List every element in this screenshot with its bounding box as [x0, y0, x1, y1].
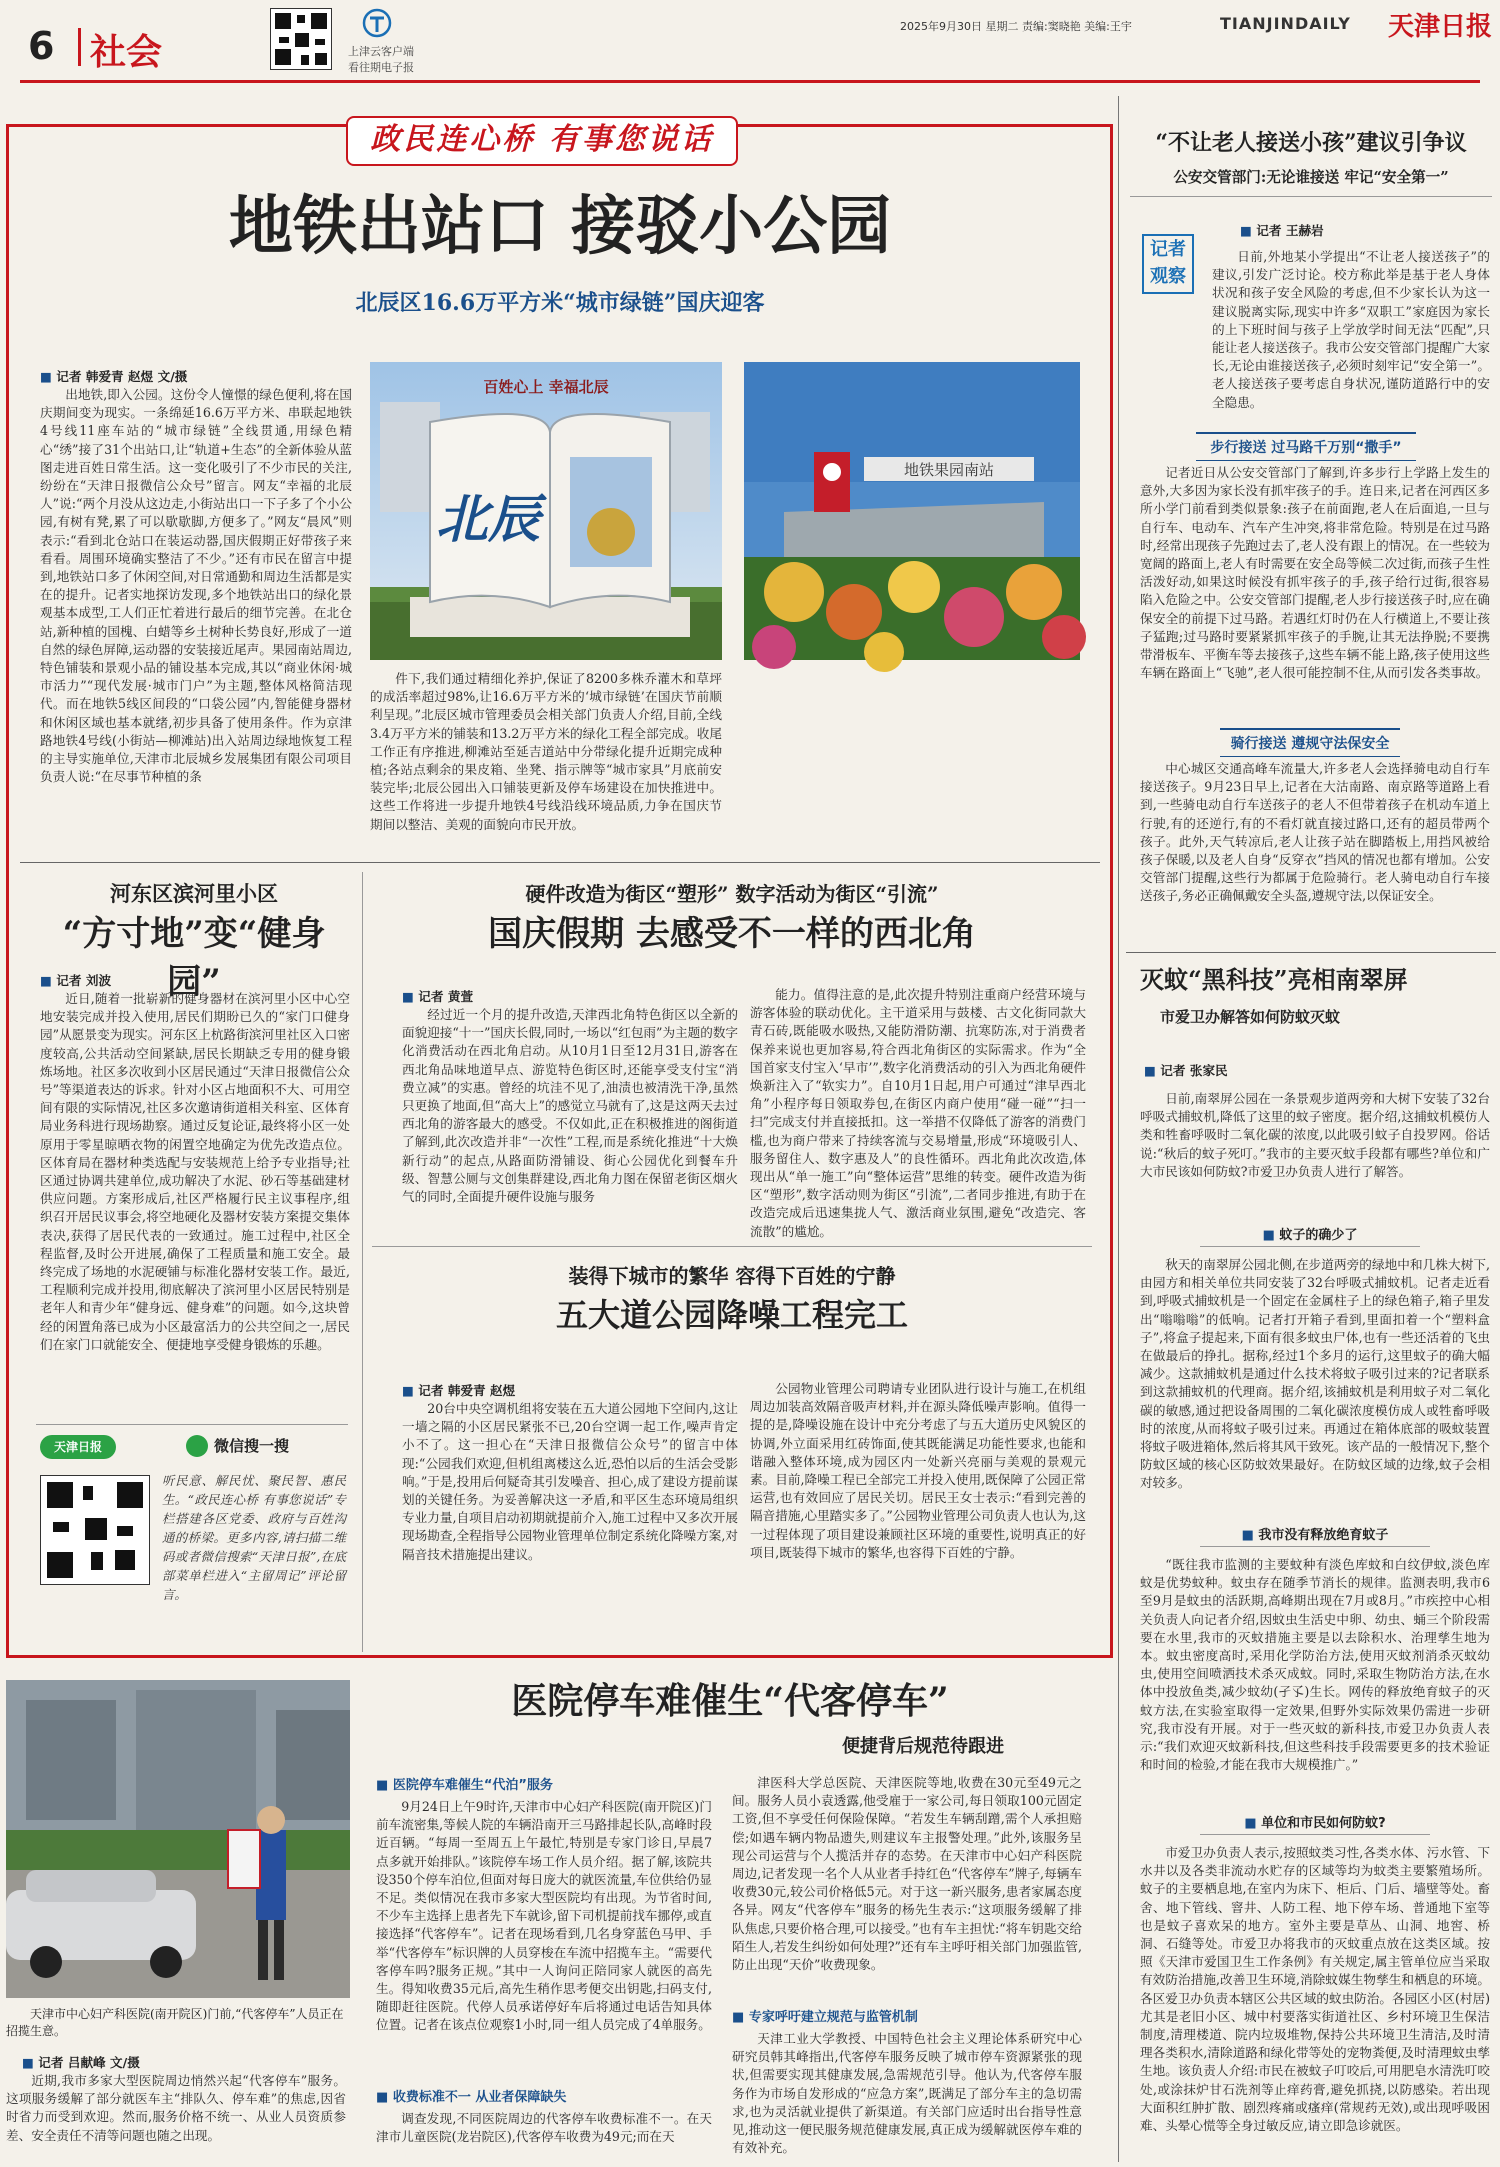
- app-promo-line2: 看往期电子报: [348, 61, 414, 74]
- brand-logo: 天津日报: [1388, 12, 1493, 42]
- divider: [1118, 96, 1119, 2162]
- hospital-body-col2: 9月24日上午9时许,天津市中心妇产科医院(南开院区)门前车流密集,等候人院的车辆沿南开三马路排起长队,高峰时段近百辆。“每周一至周五上午最忙,特别是专家门诊日,早晨7点多就开始排队。”该院停车场工作人员介绍。据了解,该院共设350个停车泊位,但面对每日庞大的就医流量,车位供给仍显不足。类似情况在我市多家大型医院均有出现。为节省时间,不少车主选择上患者先下车就诊,留下司机提前找车挪停,或直接选择“代客停车”。记者在现场看到,几名身穿蓝色马甲、手举“代客停车”标识牌的人员穿梭在车流中招揽车主。“需要代客停车吗?服务正规。”其中一人询问正陪同家人就医的高先生。得知收费35元后,高先生稍作思考便交出钥匙,扫码支付,随即赶往医院。代停人员承诺停好车后将通过电话告知具体位置。记者在该点位观察1小时,同一组人员完成了4单服务。: [376, 1799, 712, 2033]
- divider: [372, 1246, 1092, 1247]
- brand-english: TIANJINDAILY: [1220, 14, 1351, 33]
- lead-subhead: 北辰区16.6万平方米“城市绿链”国庆迎客: [355, 290, 765, 316]
- wechat-search-icon: [186, 1435, 208, 1457]
- sidebar-headline: “不让老人接送小孩”建议引争议: [1155, 130, 1467, 156]
- mosquito-subhead-2: ■ 我市没有释放绝育蚊子: [1200, 1524, 1430, 1547]
- lead-body-col1: 出地铁,即入公园。这份令人憧憬的绿色便利,将在国庆期间变为现实。一条绵延16.6万平方米、串联起地铁4号线11座车站的“城市绿链”全线贯通,用绿色精心“绣”接了31个出站口,让“轨道+生态”的全新体验从蓝图走进百姓日常生活。这一变化吸引了不少市民的关注,纷纷在“天津日报微信公众号”留言。网友“幸福的北辰人”说:“两个月没从这边走,小街站出口一下子多了个小公园,有树有凳,累了可以歇歇脚,方便多了。”网友“晨风”则表示:“看到北仓站口在装运动器,国庆假期正好带孩子来看看。周围环境确实整洁了不少。”还有市民在留言中提到,地铁站口多了休闲空间,对日常通勤和周边生活都是实在的提升。记者实地探访发现,多个地铁站出口的绿化景观基本成型,工人们正忙着进行最后的细节完善。在北仓站,新种植的国槐、白蜡等乡土树种长势良好,形成了一道自然的绿色屏障,运动器的安装接近尾声。果园南站周边,特色铺装和景观小品的铺设基本完成,其以“商业休闲·城市活力”“现代发展·城市门户”为主题,整体风格简洁现代。而在地铁5线区间段的“口袋公园”内,智能健身器材和休闲区域也基本就绪,初步具备了使用条件。作为京津路地铁4号线(小街站—柳滩站)出入站周边绿地恢复工程的主导实施单位,天津市北辰城乡发展集团有限公司项目负责人说:“在尽事节种植的条: [40, 387, 352, 785]
- hospital-headline: 医院停车难催生“代客停车”: [511, 1680, 949, 1722]
- mosquito-subhead-3: ■ 单位和市民如何防蚊?: [1200, 1812, 1430, 1835]
- hospital-photo: [6, 1680, 350, 1998]
- mosquito-body-1: 秋天的南翠屏公园北侧,在步道两旁的绿地中和几株大树下,由园方和相关单位共同安装了32台呼吸式捕蚊机。记者走近看到,呼吸式捕蚊机是一个固定在金属柱子上的绿色箱子,箱子里发出“嗡嗡嗡”的低响。记者打开箱子看到,里面扣着一个“塑料盒子”,将盒子提起来,下面有很多蚊虫尸体,也有一些还活着的飞虫在做最后的挣扎。据称,经过1个多月的运行,这里蚊子的确大幅减少。这款捕蚊机是通过什么技术将蚊子吸引过来的?记者联系到这款捕蚊机的代理商。据介绍,该捕蚊机是利用蚊子对二氧化碳的敏感,通过把设备周围的二氧化碳浓度模仿成人或牲畜呼吸时的浓度,从而将蚊子吸引过来。再通过在箱体底部的吸蚊装置将蚊子吸进箱体,然后将其风干致死。该产品的一般情况下,整个防蚊区域的核心区防蚊效果最好。在防蚊区域的边缘,蚊子会相对较多。: [1140, 1257, 1490, 1491]
- masthead-divider: [78, 28, 81, 66]
- masthead-rule: [20, 80, 1480, 83]
- hospital-subhead-3: ■ 专家呼吁建立规范与监管机制: [732, 2006, 1072, 2028]
- wuda-kicker: 装得下城市的繁华 容得下百姓的宁静: [568, 1264, 896, 1288]
- app-promo-line1: 上津云客户端: [348, 45, 414, 58]
- hospital-body-col3: 津医科大学总医院、天津医院等地,收费在30元至49元之间。服务人员小袁透露,他受雇于一家公司,每日领取100元固定工资,但不享受任何保险保障。“若发生车辆刮蹭,需个人承担赔偿;如遇车辆内物品遗失,则建议车主报警处理。”此外,该服务呈现公司运营与个人揽活并存的态势。在天津市中心妇产科医院周边,记者发现一名个人从业者手持红色“代客停车”牌子,每辆车收费30元,较公司价格低5元。对于这一新兴服务,患者家属态度各异。网友“代客停车”服务的杨先生表示:“这项服务缓解了排队焦虑,只要价格合理,可以接受。”也有车主担忧:“将车钥匙交给陌生人,若发生纠纷如何处理?”还有车主呼吁相关部门加强监管,防止出现“天价”收费现象。: [732, 1775, 1082, 1973]
- wechat-search-label: 微信搜一搜: [214, 1437, 290, 1455]
- wechat-app-label: 天津日报: [53, 1440, 102, 1454]
- mosquito-headline: 灭蚊“黑科技”亮相南翠屏: [1140, 965, 1408, 994]
- sidebar-body-1: 记者近日从公安交管部门了解到,许多步行上学路上发生的意外,大多因为家长没有抓牢孩子的手。连日来,记者在河西区多所小学门前看到类似景象:孩子在前面跑,老人在后面追,一旦与自行车、电动车、汽车产生冲突,将非常危险。特别是在过马路时,经常出现孩子先跑过去了,老人没有跟上的情况。在一些较为宽阔的路面上,老人有时需要在安全岛等候二次过街,而孩子生性活泼好动,如果这时候没有抓牢孩子的手,孩子给行过街,很容易陷入危险之中。公安交管部门提醒,老人步行接送孩子时,应在确保安全的前提下过马路。若遇红灯时仍在人行横道上,不要让孩子猛跑;过马路时要紧紧抓牢孩子的手腕,让其无法挣脱;不要携带滑板车、平衡车等去接孩子,这些车辆不能上路,孩子使用这些车辆在路面上“飞驰”,老人很可能控制不住,从而引发各类事故。: [1140, 465, 1490, 681]
- mosquito-subhead-1: ■ 蚊子的确少了: [1200, 1224, 1420, 1247]
- hospital-subhead-2: ■ 收费标准不一 从业者保障缺失: [376, 2086, 706, 2108]
- mosquito-intro: 日前,南翠屏公园在一条景观步道两旁和大树下安装了32台呼吸式捕蚊机,降低了这里的蚊子密度。据介绍,这捕蚊机模仿人类和牲畜呼吸时二氧化碳的浓度,以此吸引蚊子自投罗网。俗话说:“秋后的蚊子死叮。”我市的主要灭蚊手段都有哪些?单位和广大市民该如何防蚊?市爱卫办负责人进行了解答。: [1140, 1091, 1490, 1179]
- hedong-body: 近日,随着一批崭新的健身器材在滨河里小区中心空地安装完成并投入使用,居民们期盼已久的“家门口健身园”从愿景变为现实。河东区上杭路街滨河里社区入口密度较高,公共活动空间紧缺,居民长期缺乏专用的健身锻炼场地。社区多次收到小区居民通过“天津日报微信公众号”等渠道表达的诉求。针对小区占地面积不大、可用空间有限的实际情况,社区多次邀请街道相关科室、区体育局业务科进行现场勘察。通过反复论证,最终将小区一处原用于零星晾晒衣物的闲置空地确定为优先改造点位。区体育局在器材种类选配与安装规范上给予专业指导;社区通过协调共建单位,成功解决了水泥、砂石等基础建材供应问题。方案形成后,社区严格履行民主议事程序,组织召开居民议事会,将空地硬化及器材安装方案提交集体表决,获得了居民代表的一致通过。施工过程中,社区全程监督,及时公开进展,确保了工程质量和施工安全。最终完成了场地的水泥硬铺与标准化器材安装工作。最近,工程顺利完成并投用,彻底解决了滨河里小区居民特别是老年人和青少年“健身远、健身难”的问题。如今,这块曾经的闲置角落已成为小区最富活力的公共空间之一,居民们在家门口就能安全、便捷地享受健身锻炼的乐趣。: [40, 991, 350, 1352]
- sidebar-subhead: 公安交管部门:无论谁接送 牢记“安全第一”: [1173, 169, 1449, 186]
- wuda-body-col2: 公园物业管理公司聘请专业团队进行设计与施工,在机组周边加装高效隔音吸声材料,并在源头降低噪声影响。值得一提的是,降噪设施在设计中充分考虑了与五大道历史风貌区的协调,外立面采用红砖饰面,使其既能满足功能性要求,也能和谐融入整体环境,成为园区内一处新兴亮丽与美观的景观元素。目前,降噪工程已全部完工并投入使用,既保障了公园正常运营,也有效回应了居民关切。居民王女士表示:“看到完善的隔音措施,心里踏实多了。”公园物业管理公司负责人也认为,这一过程体现了项目建设兼顾社区环境的重要性,说明真正的好项目,既装得下城市的繁华,也容得下百姓的宁静。: [750, 1381, 1086, 1560]
- sidebar-intro: 日前,外地某小学提出“不让老人接送孩子”的建议,引发广泛讨论。校方称此举是基于老人身体状况和孩子安全风险的考虑,但不少家长认为这一建议脱离实际,现实中许多“双职工”家庭因为家长的上下班时间与孩子上学放学时间无法“匹配”,只能让老人接送孩子。我市公安交管部门提醒广大家长,无论由谁接送孩子,必须时刻牢记“安全第一”。老人接送孩子要考虑自身状况,谨防道路行中的安全隐患。: [1212, 249, 1490, 410]
- divider: [1130, 196, 1492, 197]
- wechat-qr-code[interactable]: [40, 1475, 150, 1585]
- wuda-body-col1: 20台中央空调机组将安装在五大道公园地下空间内,这让一墙之隔的小区居民紧张不已,20台空调一起工作,噪声肯定小不了。这一担心在“天津日报微信公众号”的留言中体现:“公园我们欢迎,但机组离楼这么近,恐怕以后的生活会受影响。”于是,投用后何疑奇其引发噪音、担心,成了建设方提前谋划的关键任务。为妥善解决这一矛盾,和平区生态环境局组织专业力量,自项目启动初期就提前介入,施工过程中又多次开展现场勘查,全程指导公园物业管理单位制定系统化降噪方案,对隔音技术措施提出建议。: [402, 1401, 738, 1562]
- mosquito-byline: ■ 记者 张家民: [1144, 1060, 1228, 1079]
- column-banner: 政民连心桥 有事您说话: [346, 116, 738, 166]
- wechat-promo-box: [36, 1424, 348, 1646]
- lead-byline: ■ 记者 韩爱青 赵煜 文/摄: [40, 366, 187, 385]
- sidebar-subhead-2: 骑行接送 遵规守法保安全: [1220, 728, 1400, 757]
- xibeijiao-body-col1: 经过近一个月的提升改造,天津西北角特色街区以全新的面貌迎接“十一”国庆长假,同时,一场以“红包雨”为主题的数字化消费活动在西北角启动。从10月1日至12月31日,游客在西北角品味地道早点、游览特色街区时,还能享受支付宝“消费立减”的实惠。曾经的坑洼不见了,油渍也被清洗干净,虽然只更换了地面,但“高大上”的感觉立马就有了,这是这两天去过西北角的游客最大的感受。不仅如此,正在积极推进的阁街道了解到,此次改造并非“一次性”工程,而是系统化推进“十大焕新行动”的起点,从路面防滑铺设、街心公园优化到餐车升级、智慧公厕与文创集群建设,西北角力图在保留老街区烟火气的同时,全面提升硬件设施与服务: [402, 1007, 739, 1205]
- divider: [362, 872, 363, 1652]
- wuda-headline: 五大道公园降噪工程完工: [555, 1296, 908, 1334]
- lead-body-col2: 件下,我们通过精细化养护,保证了8200多株乔灌木和草坪的成活率超过98%,让16.6万平方米的‘城市绿链’在国庆节前顺利呈现。”北辰区城市管理委员会相关部门负责人介绍,目前,全线3.4万平方米的铺装和13.2万平方米的绿化工程全部完成。收尾工作正有序推进,柳滩站至延吉道站中分带绿化提升近期完成种植;各站点剩余的果皮箱、坐凳、指示牌等“城市家具”月底前安装完毕;北辰公园出入口铺装更新及停车场建设在加快推进中。这些工作将进一步提升地铁4号线沿线环境品质,力争在国庆节期间以整洁、美观的面貌向市民开放。: [370, 671, 722, 832]
- wechat-app-badge[interactable]: [40, 1435, 116, 1459]
- masthead-qr-code[interactable]: [270, 8, 332, 70]
- hedong-headline: “方寸地”变“健身园”: [62, 914, 326, 1002]
- hedong-byline: ■ 记者 刘波: [40, 970, 111, 989]
- divider: [1126, 952, 1496, 953]
- xibeijiao-kicker: 硬件改造为街区“塑形” 数字活动为街区“引流”: [525, 882, 939, 906]
- hospital-subhead: 便捷背后规范待跟进: [842, 1736, 1004, 1757]
- lead-photo-book-sculpture: [370, 362, 722, 660]
- observer-badge: [1142, 234, 1194, 294]
- wechat-promo-text: 听民意、解民忧、聚民智、惠民生。“政民连心桥 有事您说话”专栏搭建各区党委、政府与百姓沟通的桥梁。更多内容,请扫描二维码或者微信搜索“天津日报”,在底部菜单栏进入“主留周记”评论留言。: [162, 1473, 346, 1602]
- page-number: 6: [28, 24, 55, 68]
- lead-photo-caption-text: 百姓心上 幸福北辰: [483, 378, 609, 396]
- hedong-kicker: 河东区滨河里小区: [110, 881, 278, 906]
- xibeijiao-byline: ■ 记者 黄萱: [402, 986, 473, 1005]
- hospital-body-col2b: 调查发现,不同医院周边的代客停车收费标准不一。在天津市儿童医院(龙岩院区),代客停车收费为49元;而在天: [376, 2111, 712, 2145]
- wuda-byline: ■ 记者 韩爱青 赵煜: [402, 1380, 515, 1399]
- lead-photo-station-sign: 地铁果园南站: [903, 461, 995, 479]
- xibeijiao-body-col2: 能力。值得注意的是,此次提升特别注重商户经营环境与游客体验的联动优化。主干道采用与鼓楼、古文化街同款大青石砖,既能吸水吸热,又能防滑防潮、抗寒防冻,对于消费者保养来说也更加容易,符合西北角街区的实际需求。作为“全国首家支付宝入‘早市’”,数字化消费活动的引入为西北角硬件焕新注入了“软实力”。自10月1日起,用户可通过“津早西北角”小程序每日领取券包,在街区内商户使用“碰一碰”“扫一扫”完成支付并直接抵扣。这一举措不仅降低了游客的消费门槛,也为商户带来了持续客流与交易增量,形成“环境吸引人、服务留住人、数字惠及人”的良性循环。西北角此次改造,体现出从“单一施工”向“整体运营”思维的转变。硬件改造为街区“塑形”,数字活动则为街区“引流”,二者同步推进,有助于在改造完成后迅速集拢人气、激活商业氛围,避免“改造完、客流散”的尴尬。: [750, 987, 1086, 1239]
- mosquito-subhead: 市爱卫办解答如何防蚊灭蚊: [1160, 1008, 1341, 1026]
- sidebar-body-2: 中心城区交通高峰车流量大,许多老人会选择骑电动自行车接送孩子。9月23日早上,记者在大沽南路、南京路等道路上看到,一些骑电动自行车送孩子的老人不但带着孩子在机动车道上行驶,有的还逆行,有的不看灯就直接过路口,还有的超员带两个孩子。此外,天气转凉后,老人让孩子站在脚踏板上,用挡风被给孩子保暖,以及老人自身“反穿衣”挡风的情况也都有增加。公安交管部门提醒,这些行为都属于危险骑行。老人骑电动自行车接送孩子,务必正确佩戴安全头盔,遵规守法,以保证安全。: [1140, 761, 1490, 904]
- observer-badge-line2: 观察: [1150, 266, 1186, 287]
- hospital-photo-caption: 天津市中心妇产科医院(南开院区)门前,“代客停车”人员正在招揽生意。: [6, 2007, 344, 2038]
- hospital-intro: 近期,我市多家大型医院周边悄然兴起“代客停车”服务。这项服务缓解了部分就医车主“排队久、停车难”的焦虑,因省时省力而受到欢迎。然而,服务价格不统一、从业人员资质参差、安全责任不清等问题也随之出现。: [6, 2073, 346, 2143]
- observer-badge-line1: 记者: [1150, 239, 1186, 260]
- mosquito-body-2: “既往我市监测的主要蚊种有淡色库蚊和白纹伊蚊,淡色库蚊是优势蚊种。蚊虫存在随季节消长的规律。监测表明,我市6至9月是蚊虫的活跃期,高峰期出现在7月或8月。”市疾控中心相关负责人向记者介绍,因蚊虫生活史中卵、幼虫、蛹三个阶段需要在水里,我市的灭蚊措施主要是以去除积水、治理孳生地为本。蚊虫密度高时,采用化学防治方法,使用灭蚊剂消杀灭蚊幼虫,使用空间喷洒技术杀灭成蚊。同时,采取生物防治方法,在水体中投放鱼类,减少蚊幼(孑孓)生长。网传的释放绝育蚊子的灭蚊方法,在实验室取得一定效果,但野外实际效果仍需进一步研究,我市没有开展。对于一些灭蚊的新科技,市爱卫办负责人表示:“我们欢迎灭蚊新科技,但这些科技手段需要更多的技术验证和时间的检验,才能在我市大规模推广。”: [1140, 1557, 1490, 1773]
- dateline: 2025年9月30日 星期二 责编:窦晓艳 美编:王宇: [900, 20, 1132, 33]
- hospital-subhead-1: ■ 医院停车难催生“代泊”服务: [376, 1774, 706, 1796]
- divider: [20, 862, 1100, 863]
- sidebar-byline: ■ 记者 王赫岩: [1240, 220, 1324, 239]
- sidebar-subhead-1: 步行接送 过马路千万别“撒手”: [1196, 432, 1416, 461]
- mosquito-body-3: 市爱卫办负责人表示,按照蚊类习性,各类水体、污水管、下水井以及各类非流动水贮存的区域等均为蚊类主要繁殖场所。蚊子的主要栖息地,在室内为床下、柜后、门后、墙壁等处。畜舍、地下管线、窨井、人防工程、地下停车场、普通地下室等也是蚊子喜欢呆的地方。室外主要是草丛、山洞、地窖、桥洞、石缝等处。市爱卫办将我市的灭蚊重点放在这类区域。按照《天津市爱国卫生工作条例》有关规定,属主管单位应当采取有效防治措施,改善卫生环境,消除蚊媒生物孳生和栖息的环境。各区爱卫办负责本辖区公共区域的蚊虫防治。各园区小区(村居)尤其是老旧小区、城中村要落实街道社区、乡村环境卫生保洁制度,清理楼道、院内垃圾堆物,保持公共环境卫生清洁,及时清理各类积水,清除道路和绿化带等处的宠物粪便,及时清理蚊虫孳生地。该负责人介绍:市民在被蚊子叮咬后,可用肥皂水清洗叮咬处,或涂抹炉甘石洗剂等止痒药膏,避免抓挠,以防感染。若出现大面积红肿扩散、剧烈疼痛或瘙痒(常规药无效),或出现呼吸困难、头晕心慌等全身过敏反应,请立即急诊就医。: [1140, 1845, 1490, 2134]
- hospital-body-col3b: 天津工业大学教授、中国特色社会主义理论体系研究中心研究员韩其峰指出,代客停车服务反映了城市停车资源紧张的现状,但需要实现其健康发展,急需规范引导。他认为,代客停车服务作为市场自发形成的“应急方案”,既满足了部分车主的急切需求,也为灵活就业提供了新渠道。有关部门应适时出台指导性意见,推动这一便民服务规范健康发展,真正成为缓解就医停车难的有效补充。: [732, 2031, 1082, 2156]
- lead-headline: 地铁出站口 接驳小公园: [228, 189, 892, 264]
- tianjin-cloud-icon: [360, 8, 394, 38]
- hospital-byline: ■ 记者 吕献峰 文/摄: [22, 2052, 140, 2071]
- lead-photo-sign-text: 北辰: [435, 489, 541, 550]
- lead-photo-metro-station: [744, 362, 1080, 660]
- xibeijiao-headline: 国庆假期 去感受不一样的西北角: [488, 914, 976, 954]
- section-name: 社会: [90, 32, 163, 73]
